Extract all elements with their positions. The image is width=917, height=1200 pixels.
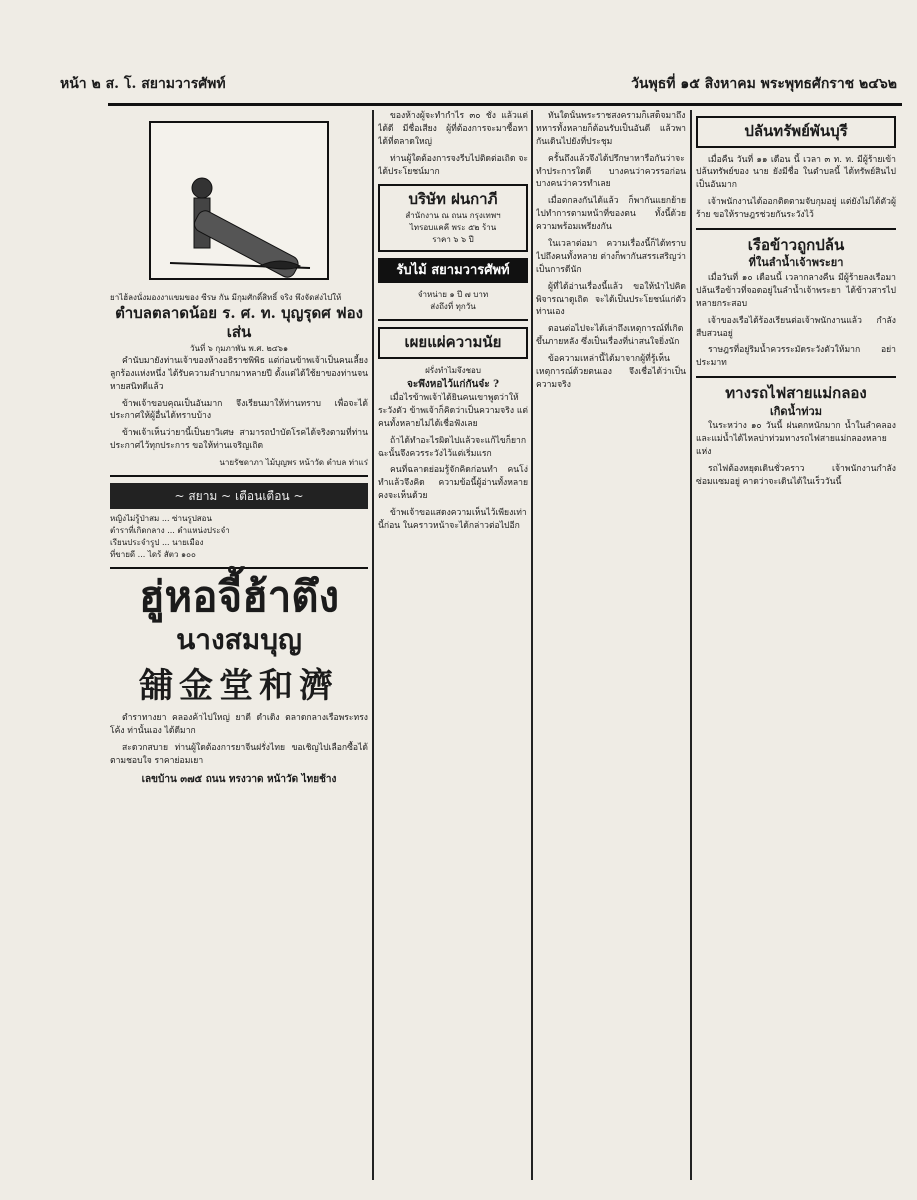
story-paragraph: ในเวลาต่อมา ความเรื่องนี้ก็ได้ทราบไปถึงคนทั้งหลาย ต่างก็พากันสรรเสริญว่าเป็นการดีนัก [536,239,686,275]
story-paragraph: เมื่อตกลงกันได้แล้ว ก็พากันแยกย้ายไปทำการตามหน้าที่ของตน ทั้งนี้ด้วยความพร้อมเพรียงกัน [536,196,686,233]
company-ad [378,184,528,252]
paper-line: ส่งถึงที่ ทุกวัน [430,302,476,312]
masthead-left: หน้า ๒ ส. โ. สยามวารศัพท์ [60,76,226,92]
list-item: ที่ขายดี ... ไดร้ สัตว ๑๐๐ [110,550,196,560]
shop-title: ฮู่หอจี้ฮ้าตึง [138,572,340,622]
column-2 [378,110,528,1186]
column-divider [531,110,533,1180]
list-item: หญิงไม่รู้ป่าสม ... ซ่านรูปสอน [110,514,212,524]
masthead [60,70,897,98]
article-paragraph: ท่านผู้ใดต้องการจงรีบไปติดต่อเถิด จะได้ประโยชน์มาก [378,153,528,177]
section-rule [110,475,368,477]
news-paragraph: รถไฟต้องหยุดเดินชั่วคราว เจ้าพนักงานกำลังซ่อมแซมอยู่ คาดว่าจะเดินได้ในเร็ววันนี้ [696,463,896,487]
masthead-right: วันพุธที่ ๑๕ สิงหาคม พระพุทธศักราช ๒๔๖๒ [631,76,897,92]
paper-title-banner: รับไม้ สยามวารศัพท์ [378,258,528,284]
story-paragraph: ทันใดนั้นพระราชสงครามก็เสด็จมาถึง ทหารทั้งหลายก็ต้อนรับเป็นอันดี แล้วพากันเดินไปยังที่ประชุม [536,111,686,147]
story-paragraph: ผู้ที่ได้อ่านเรื่องนี้แล้ว ขอให้นำไปคิดพิจารณาดูเถิด จะได้เป็นประโยชน์แก่ตัวท่านเอง [536,281,686,318]
list-item: เรียนประจำรูป ... นายเมือง [110,538,204,548]
cannon-illustration [110,118,368,283]
story-paragraph: ตอนต่อไปจะได้เล่าถึงเหตุการณ์ที่เกิดขึ้นภายหลัง ซึ่งเป็นเรื่องที่น่าสนใจยิ่งนัก [536,324,684,348]
shop-subtitle: นางสมบุญ [176,623,302,657]
news-headline: เรือข้าวถูกปล้น [747,235,845,254]
paper-line: จำหน่าย ๑ ปี ๗ บาท [417,290,489,300]
news-paragraph: ราษฎรที่อยู่ริมน้ำควรระมัดระวังตัวให้มาก อย่าประมาท [696,345,896,369]
notice-list [110,513,368,561]
company-line: ราคา ๖ ๖ ปี [432,234,474,244]
article-subtitle: ฝรั่งทำไมจึงชอบ [425,365,481,375]
article-paragraph: คนที่ฉลาดย่อมรู้จักคิดก่อนทำ คนโง่ทำแล้วจึงคิด ความข้อนี้ผู้อ่านทั้งหลายคงจะเห็นด้วย [378,465,528,502]
column-3 [536,110,686,1186]
news-headline: ปลันทรัพย์พันบุรี [696,116,896,148]
column-divider [690,110,692,1180]
shop-footer: เลขบ้าน ๓๗๕ ถนน ทรงวาด หน้าวัด ไทยช้าง [141,773,337,785]
testimonial-paragraph: ข้าพเจ้าขอบคุณเป็นอันมาก จึงเรียนมาให้ท่านทราบ เพื่อจะได้ประกาศให้ผู้อื่นได้ทราบบ้าง [110,398,368,422]
testimonial-date: วันที่ ๖ กุมภาพัน พ.ศ. ๒๔๖๑ [189,343,289,353]
section-rule [110,567,368,569]
testimonial-paragraph: ข้าพเจ้าเห็นว่ายานี้เป็นยาวิเศษ สามารถบำบัดโรคได้จริงตามที่ท่านประกาศไว้ทุกประการ ขอให้ท่านเจริญเถิด [110,428,368,452]
testimonial-signoff: นายรัชดาภา ไม้บุญพร หน้าวัด ตำบล ท่าแร่ [219,458,368,468]
masthead-rule [108,103,902,106]
article-paragraph: ของห้างผู้จะทำกำไร ๓๐ ชั่ง แล้วแต่ได้ดี มีชื่อเสียง ผู้ที่ต้องการจะมาซื้อหาได้ที่ตลาดใหญ่ [378,111,528,147]
news-paragraph: เมื่อวันที่ ๑๐ เดือนนี้ เวลากลางคืน มีผู้ร้ายลงเรือมาปล้นเรือข้าวที่จอดอยู่ในลำน้ำเจ้าพระยา ได้ข้าวสารไปหลายกระสอบ [696,272,896,309]
article-paragraph: เมื่อไรข้าพเจ้าได้ยินคนเขาพูดว่าให้ระวังตัว ข้าพเจ้าก็คิดว่าเป็นความจริง แต่คนทั้งหลายไม่ได้เชื่อฟังเลย [378,392,528,429]
company-line: สำนักงาน ณ ถนน กรุงเทพฯ [405,210,501,220]
news-subheadline: เกิดน้ำท่วม [770,404,822,418]
section-rule [696,376,896,378]
news-paragraph: เจ้าของเรือได้ร้องเรียนต่อเจ้าพนักงานแล้ว กำลังสืบสวนอยู่ [696,315,896,339]
article-paragraph: ถ้าได้ทำอะไรผิดไปแล้วจะแก้ไขก็ยาก ฉะนั้นจึงควรระวังไว้แต่เริ่มแรก [378,435,527,459]
article-paragraph: ข้าพเจ้าขอแสดงความเห็นไว้เพียงเท่านี้ก่อน ในคราวหน้าจะได้กล่าวต่อไปอีก [378,508,527,531]
column-1 [110,110,368,1186]
illustration-caption: ยาไฮ้ลงนั่งมองงาแขมของ ซีรษ กัน มีกุมศักดิ์สิทธิ์ จริง พึงจัดส่งไปให้ [110,292,342,302]
section-rule [378,319,528,321]
news-headline: ทางรถไฟสายแม่กลอง [725,384,867,403]
company-name: บริษัท ฝนกาภี [408,190,498,209]
story-paragraph: ข้อความเหล่านี้ได้มาจากผู้ที่รู้เห็นเหตุการณ์ด้วยตนเอง จึงเชื่อได้ว่าเป็นความจริง [536,354,686,390]
company-line: ไทรอบแคคี พระ ๕๒ ร้าน [409,222,497,232]
testimonial-paragraph: คำนับมายังท่านเจ้าของห้างอธิราชพิพิธ แต่ก่อนข้าพเจ้าเป็นคนเลี้ยงลูกร้องแห่งหนึ่ง ได้รับความลำบากมาหลายปี ตั้งแต่ได้ใช้ยาของท่านจนหายสนิทดีแล้ว [110,355,368,392]
shop-paragraph: สะดวกสบาย ท่านผู้ใดต้องการยาจีนฝรั่งไทย ขอเชิญไปเลือกซื้อได้ตามชอบใจ ราคาย่อมเยา [110,743,368,766]
news-paragraph: เจ้าพนักงานได้ออกติดตามจับกุมอยู่ แต่ยังไม่ได้ตัวผู้ร้าย ขอให้ราษฎรช่วยกันระวังไว้ [696,197,896,221]
news-subheadline: ที่ในลำน้ำเจ้าพระยา [748,256,844,270]
column-divider [372,110,374,1180]
column-4 [696,110,896,1186]
shop-paragraph: ตำราทางยา คลองค้าไปใหญ่ ยาดี ดำเดิง ตลาดกลางเรือพระทรงโค้ง ท่านั้นเอง ได้ดีมาก [110,713,368,737]
testimonial-heading: ตำบลตลาดน้อย ร. ศ. ท. บุญรุดศ ฟองเส่น [115,303,363,342]
shop-chinese-name: 舖金堂和濟 [139,666,339,707]
news-paragraph: เมื่อคืน วันที่ ๑๑ เดือน นี้ เวลา ๓ ท. ท. มีผู้ร้ายเข้าปล้นทรัพย์ของ นาย ยังมีชื่อ ในตำบลนี้ ได้ทรัพย์สินไปเป็นอันมาก [696,154,896,191]
article-question: จะพึงหอไว้แก่กันจ๋ะ ? [407,378,499,390]
list-item: ตำราที่เกิดกลาง ... ตำแหน่งประจำ [110,526,230,536]
section-rule [696,228,896,230]
news-paragraph: ในระหว่าง ๑๐ วันนี้ ฝนตกหนักมาก น้ำในลำคลองและแม่น้ำได้ไหลบ่าท่วมทางรถไฟสายแม่กลองหลายแห่ง [696,421,896,457]
story-paragraph: ครั้นถึงแล้วจึงได้ปรึกษาหารือกันว่าจะทำประการใดดี บางคนว่าควรรอก่อน บางคนว่าควรทำเลย [536,153,686,190]
ornament-banner: ~ สยาม ~ เตือนเตือน ~ [110,483,368,509]
article-title: เผยแผ่ความนัย [378,327,528,359]
